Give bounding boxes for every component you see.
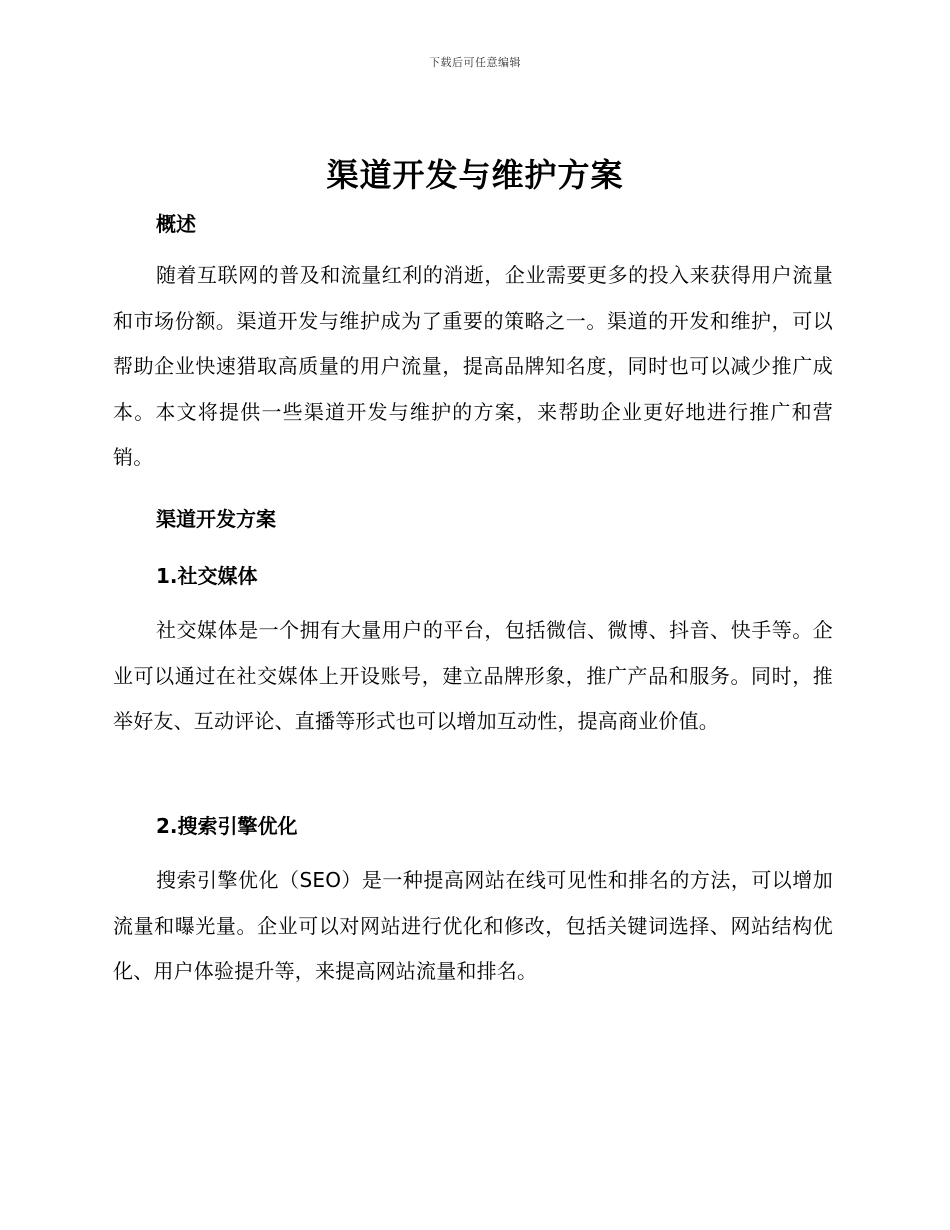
header-note: 下载后可任意编辑 <box>429 56 521 69</box>
document-title: 渠道开发与维护方案 <box>326 156 624 194</box>
overview-paragraph: 随着互联网的普及和流量红利的消逝，企业需要更多的投入来获得用户流量和市场份额。渠道开发与维护成为了重要的策略之一。渠道的开发和维护，可以帮助企业快速猎取高质量的用户流量，提高品牌知名度，同时也可以减少推广成本。本文将提供一些渠道开发与维护的方案，来帮助企业更好地进行推广和营销。 <box>113 263 833 469</box>
social-media-paragraph: 社交媒体是一个拥有大量用户的平台，包括微信、微博、抖音、快手等。企业可以通过在社交媒体上开设账号，建立品牌形象，推广产品和服务。同时，推举好友、互动评论、直播等形式也可以增加互动性，提高商业价值。 <box>113 618 833 733</box>
subheading-seo: 2.搜索引擎优化 <box>156 814 298 838</box>
seo-paragraph: 搜索引擎优化（SEO）是一种提高网站在线可见性和排名的方法，可以增加流量和曝光量。企业可以对网站进行优化和修改，包括关键词选择、网站结构优化、用户体验提升等，来提高网站流量和排名。 <box>113 868 833 983</box>
section-heading-channel-development: 渠道开发方案 <box>156 507 276 531</box>
section-heading-overview: 概述 <box>156 212 196 236</box>
subheading-social-media: 1.社交媒体 <box>156 564 258 588</box>
